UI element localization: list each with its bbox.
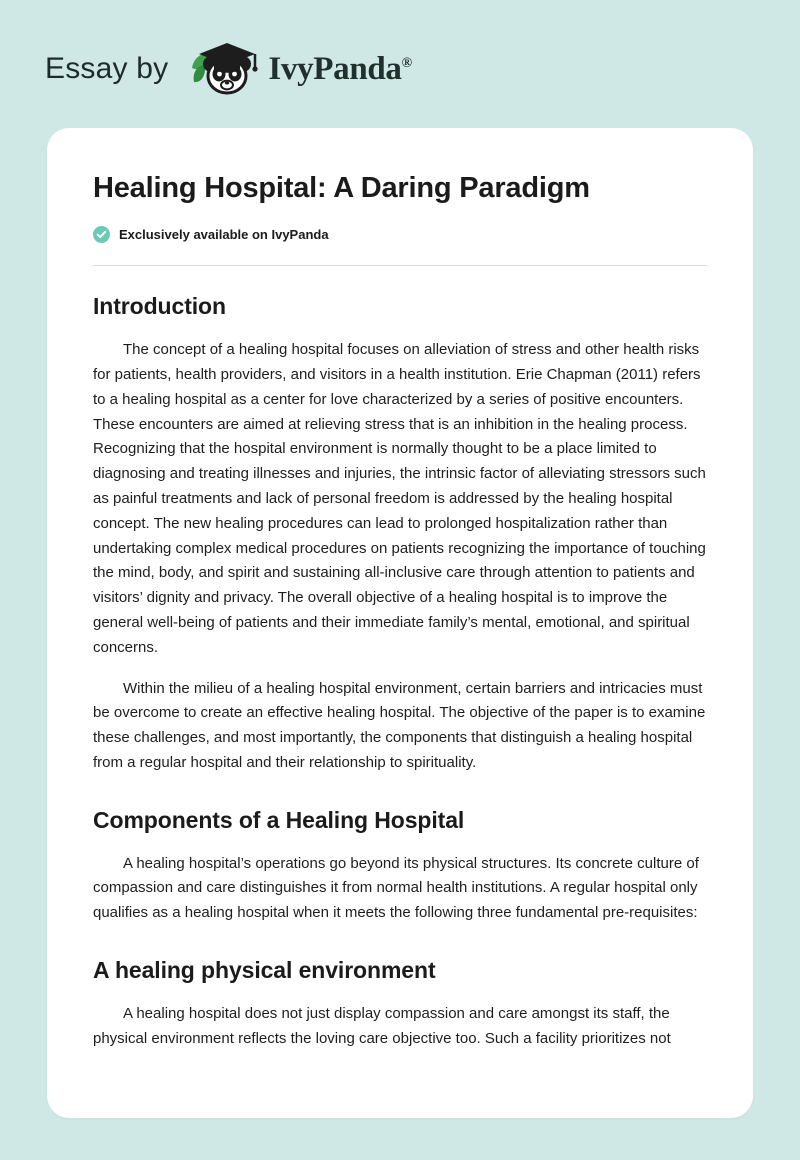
- exclusive-availability-text: Exclusively available on IvyPanda: [119, 227, 329, 243]
- paragraph: The concept of a healing hospital focuses on alleviation of stress and other health risks for patients, health providers, and visitors in a health institution. Erie Chapman (2011) refers to a healing hospital as a center for love characterized by a series of positive encounters. These encounters are aimed at relieving stress that is an inhibition in the healing process. Recognizing that the hospital environment is normally thought to be a place limited to diagnosing and treating illnesses and injuries, the intrinsic factor of alleviating stressors such as painful treatments and lack of personal freedom is addressed by the healing hospital concept. The new healing procedures can lead to prolonged hospitalization rather than undertaking complex medical procedures on patients recognizing the importance of touching the mind, body, and spirit and sustaining all-inclusive care through attention to patients and visitors’ dignity and privacy. The overall objective of a healing hospital is to improve the general well-being of patients and their immediate family’s mental, emotional, and spiritual concerns.: [93, 341, 706, 656]
- document-card: [47, 128, 753, 1118]
- paragraph: A healing hospital does not just display compassion and care amongst its staff, the physical environment reflects the loving care objective too. Such a facility prioritizes not: [93, 1004, 671, 1047]
- page-header: [0, 0, 800, 128]
- graduation-panda-logo-icon: [182, 38, 260, 100]
- page-title: Healing Hospital: A Daring Paradigm: [93, 172, 590, 204]
- section-heading-introduction: Introduction: [93, 293, 226, 320]
- header-divider: [93, 265, 707, 266]
- registered-mark: ®: [401, 55, 412, 71]
- exclusive-availability-badge: [93, 226, 707, 243]
- section-heading-components: Components of a Healing Hospital: [93, 806, 465, 833]
- paragraph: A healing hospital’s operations go beyond its physical structures. Its concrete culture of compassion and care distinguishes it from normal health institutions. A regular hospital only qualifies as a healing hospital when it meets the following three fundamental pre-requisites:: [93, 854, 699, 922]
- paragraph: Within the milieu of a healing hospital environment, certain barriers and intricacies must be overcome to create an effective healing hospital. The objective of the paper is to examine these challenges, and most importantly, the components that distinguish a healing hospital from a regular hospital and their relationship to spirituality.: [93, 679, 706, 771]
- section-heading-physical-environment: A healing physical environment: [93, 956, 436, 983]
- check-circle-icon: [93, 226, 110, 243]
- essay-by-label: Essay by: [45, 52, 169, 85]
- brand-name: [268, 51, 411, 88]
- brand-name-text: IvyPanda: [268, 50, 402, 87]
- ivypanda-logo[interactable]: [182, 38, 411, 100]
